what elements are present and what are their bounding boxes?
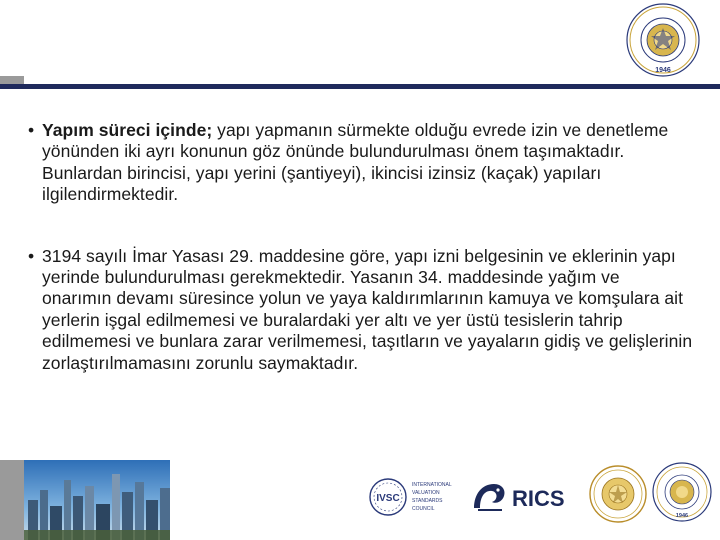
bullet-marker: •: [28, 120, 35, 140]
ivsc-line4: COUNCIL: [412, 506, 435, 512]
bullet-body: yapı yapmanın sürmekte olduğu evrede izin ve denetleme yönünden iki ayrı konunun göz önünde bulundurulması önem taşımaktadır. Bunlardan birincisi, yapı yerini (şantiyeyi), ikincisi izinsiz (kaçak) yapıları ilgilendirmektedir.: [42, 120, 669, 205]
header-divider: [0, 84, 720, 89]
bullet-bold-lead: Yapım süreci içinde;: [42, 120, 213, 140]
bullet-text: [42, 120, 700, 206]
footer-accent-gray: [0, 460, 24, 540]
ivsc-logo-icon: [368, 474, 464, 520]
rics-logo-icon: [468, 474, 578, 520]
rics-label: RICS: [512, 486, 565, 511]
city-skyline-photo: [24, 460, 170, 540]
bullet-item: [28, 120, 700, 206]
university-gold-seal-icon: [588, 464, 648, 524]
bullet-body: 3194 sayılı İmar Yasası 29. maddesine göre, yapı izni belgesinin ve eklerinin yapı yerinde bulundurulması gerekmektedir. Yasanın 34. maddesinde yağım ve onarımın devamı süresince yolun ve yaya kaldırımlarının kamuya ve komşulara ait yerlerin işgal edilmemesi ve buralardaki yer altı ve yer üstü tesislerin tahrip edilmemesi ve bunlara zarar verilmemesi, taşıtların ve yayaların gidiş ve gelişlerinin zorlaştırılmamasını zorunlu saymaktadır.: [42, 245, 693, 373]
bullet-item: [28, 246, 700, 374]
ivsc-line2: VALUATION: [412, 490, 440, 496]
top-seal-year: 1946: [655, 67, 671, 74]
ivsc-line3: STANDARDS: [412, 498, 443, 504]
ankara-university-footer-seal-icon: [650, 462, 714, 524]
ivsc-label: IVSC: [376, 493, 400, 504]
bullet-marker: •: [28, 245, 35, 266]
footer-seal-year: 1946: [675, 513, 689, 519]
ivsc-line1: INTERNATIONAL: [412, 482, 452, 488]
bullet-text: [42, 246, 700, 374]
ankara-university-seal-icon: [623, 2, 703, 78]
slide-content: [28, 120, 700, 374]
